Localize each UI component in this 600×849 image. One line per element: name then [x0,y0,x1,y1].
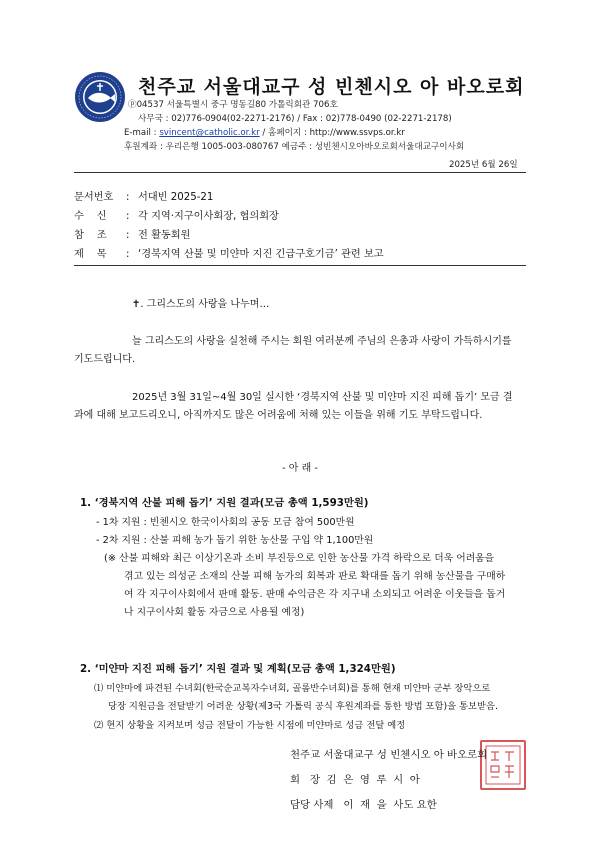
meta-subject [74,245,384,260]
greeting: ✝. 그리스도의 사랑을 나누며… [132,299,270,310]
office-phone: 사무국 : 02)776-0904(02-2271-2176) / Fax : 02)778-0490 (02-2271-2178) [138,114,452,124]
section-1-item-1: - 1차 지원 : 빈첸시오 한국이사회의 공동 모금 참여 500만원 [96,517,355,528]
email-label: E-mail : [124,128,160,138]
org-title: 천주교 서울대교구 성 빈첸시오 아 바오로회 [138,76,525,98]
homepage[interactable]: / 홈페이지 : http://www.ssvps.or.kr [259,128,405,138]
meta-sep: : [126,249,130,260]
document-date: 2025년 6월 26일 [449,160,518,170]
meta-label: 수 신 [74,211,107,222]
meta-value: 전 활동회원 [138,230,191,241]
signature-president: 회 장 김 은 영 루 시 아 [290,774,420,786]
section-1-title: 1. ‘경북지역 산불 피해 돕기’ 지원 결과(모금 총액 1,593만원) [80,497,369,509]
meta-label: 문서번호 [74,192,114,203]
section-1-item-2: - 2차 지원 : 산불 피해 농가 돕기 위한 농산물 구입 약 1,100만원 [96,535,374,546]
meta-recipient [74,207,279,222]
section-1-note-line-2: 겪고 있는 의성군 소재의 산불 피해 농가의 회복과 판로 확대를 돕기 위해 농산물을 구매하 [124,571,506,582]
meta-sep: : [126,230,130,241]
meta-value: ‘경북지역 산불 및 미얀마 지진 긴급구호기금’ 관련 보고 [138,249,384,260]
section-1-note-line-3: 여 각 지구이사회에서 판매 활동. 판매 수익금은 각 지구내 소외되고 어려운 이웃들을 돕거 [124,589,506,600]
address: ⓟ04537 서울특별시 중구 명동길80 가톨릭회관 706호 [128,100,338,110]
meta-sep: : [126,211,130,222]
email-link[interactable]: svincent@catholic.or.kr [159,128,260,138]
section-2-item-1-line-2: 당장 지원금을 전달받기 어려운 상황(제3국 가톨릭 공식 후원계좌를 통한 방법 포함)을 통보받음. [108,701,498,712]
meta-label: 제 목 [74,249,107,260]
meta-doc-number [74,188,213,203]
donation-account: 후원계좌 : 우리은행 1005-003-080767 예금주 : 성빈첸시오아바오로회서울대교구이사회 [124,142,465,152]
meta-value: 서대빈 2025-21 [138,192,214,203]
meta-reference [74,226,190,241]
paragraph-1-line-1: 늘 그리스도의 사랑을 실천해 주시는 회원 여러분께 주님의 은총과 사랑이 가득하시기를 [132,336,512,347]
contact-line [124,126,405,138]
header-divider [74,172,526,173]
section-2-item-2: ⑵ 현지 상황을 지켜보며 성금 전달이 가능한 시점에 미얀마로 성금 전달 예정 [94,720,406,731]
paragraph-2-line-2: 과에 대해 보고드리오니, 아직까지도 많은 어려움에 처해 있는 이들을 위해 기도 부탁드립니다. [74,410,483,421]
meta-value: 각 지역·지구이사회장, 협의회장 [138,211,279,222]
society-logo [74,71,126,123]
below-heading: - 아 래 - [281,463,319,474]
paragraph-1-line-2: 기도드립니다. [74,354,136,365]
meta-divider [74,265,526,266]
section-2-item-1-line-1: ⑴ 미얀마에 파견된 수녀회(한국순교복자수녀회, 골롬반수녀회)를 통해 현재 미얀마 군부 장악으로 [94,683,491,694]
signature-priest: 담당 사제 이 재 을 사도 요한 [290,799,437,811]
signature-org: 천주교 서울대교구 성 빈첸시오 아 바오로회 [290,749,488,761]
section-1-note-line-1: (※ 산불 피해와 최근 이상기온과 소비 부진등으로 인한 농산물 가격 하락으로 더욱 어려움을 [104,553,495,564]
meta-sep: : [126,192,130,203]
meta-label: 참 조 [74,230,107,241]
paragraph-2-line-1: 2025년 3월 31일~4월 30일 실시한 ‘경북지역 산불 및 미얀마 지진 피해 돕기’ 모금 결 [132,392,513,403]
section-2-title: 2. ‘미얀마 지진 피해 돕기’ 지원 결과 및 계획(모금 총액 1,324만원) [80,663,396,675]
section-1-note-line-4: 나 지구이사회 활동 자금으로 사용될 예정) [124,607,305,618]
